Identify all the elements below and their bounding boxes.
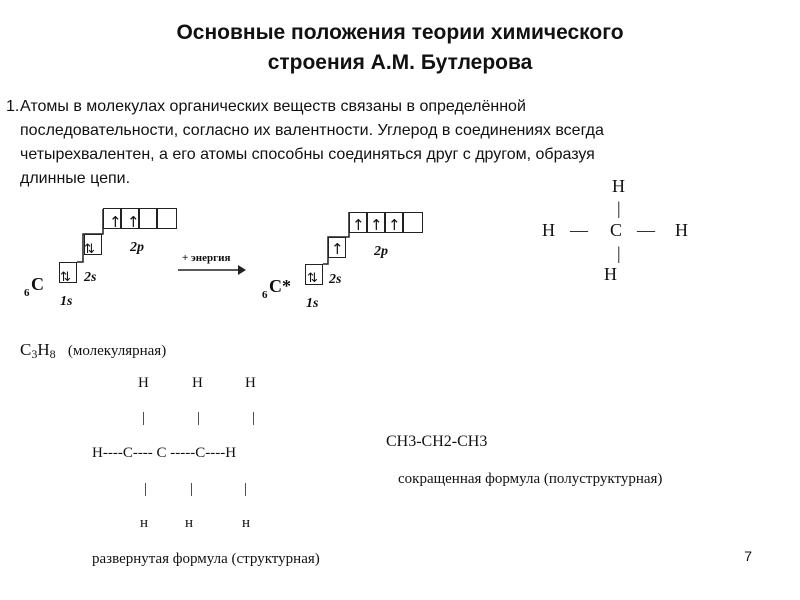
label-1s-excited: 1s <box>306 296 319 311</box>
propane-bottom-bond-1: | <box>144 481 148 497</box>
slide-title <box>0 18 800 78</box>
methane-bond-right: — <box>637 220 655 240</box>
propane-top-h-2: H <box>192 375 203 391</box>
element-symbol-ground: C <box>31 274 44 294</box>
propane-chain: H----C---- C -----C----H <box>92 445 237 461</box>
methane-bond-bottom: | <box>617 243 621 263</box>
label-2p-excited: 2p <box>374 244 388 259</box>
title-line-1: Основные положения теории химического <box>176 21 624 44</box>
condensed-formula: CH3-CH2-CH3 <box>386 433 488 450</box>
point-line-1: Атомы в молекулах органических веществ связаны в определённой <box>20 98 526 115</box>
point-line-2: последовательности, согласно их валентности. Углерод в соединениях всегда <box>20 122 604 139</box>
slide-number: 7 <box>744 548 752 564</box>
svg-text:↑: ↑ <box>352 216 365 234</box>
propane-top-bond-1: | <box>142 410 146 426</box>
svg-text:↑: ↑ <box>331 240 344 258</box>
methane-h-left: H <box>542 220 555 240</box>
svg-text:↑: ↑ <box>388 216 401 234</box>
svg-text:⇅: ⇅ <box>60 270 71 285</box>
svg-text:⇅: ⇅ <box>307 271 318 286</box>
svg-text:↑: ↑ <box>127 213 140 231</box>
label-2s-excited: 2s <box>329 272 342 287</box>
propane-top-h-3: H <box>245 375 256 391</box>
svg-text:⇅: ⇅ <box>84 242 95 257</box>
point-line-3: четырехвалентен, а его атомы способны соединяться друг с другом, образуя <box>20 146 595 163</box>
arrow-label: + энергия <box>182 252 231 264</box>
propane-bottom-bond-3: | <box>244 481 248 497</box>
orbital-steps-ground <box>55 205 185 290</box>
structural-caption: развернутая формула (структурная) <box>92 551 320 567</box>
methane-h-bottom: H <box>604 264 617 284</box>
propane-bottom-bond-2: | <box>190 481 194 497</box>
element-symbol-excited: C* <box>269 276 291 296</box>
propane-bottom-h-1: н <box>140 515 149 531</box>
propane-top-h-1: H <box>138 375 149 391</box>
methane-c-center: C <box>610 220 623 240</box>
svg-text:↑: ↑ <box>370 216 383 234</box>
formula-sub-3: 3 <box>31 347 38 361</box>
propane-molecular-formula <box>20 340 166 362</box>
label-2s-ground: 2s <box>84 270 97 285</box>
methane-bond-top: | <box>617 198 621 218</box>
atomic-number-excited: 6 <box>262 289 268 301</box>
atomic-number-ground: 6 <box>24 287 30 299</box>
propane-bottom-h-3: н <box>242 515 251 531</box>
propane-top-bond-2: | <box>197 410 201 426</box>
label-2p-ground: 2p <box>130 240 144 255</box>
point-text <box>20 95 766 191</box>
propane-bottom-h-2: н <box>185 515 194 531</box>
formula-c: C <box>20 340 32 359</box>
methane-h-right: H <box>675 220 688 240</box>
point-line-4: длинные цепи. <box>20 170 131 187</box>
orbital-steps-excited <box>300 208 430 293</box>
label-1s-ground: 1s <box>60 294 73 309</box>
formula-note: (молекулярная) <box>67 343 167 359</box>
point-1 <box>6 95 766 191</box>
propane-top-bond-3: | <box>252 410 256 426</box>
formula-sub-8: 8 <box>49 347 56 361</box>
condensed-caption: сокращенная формула (полуструктурная) <box>398 471 663 487</box>
arrow-right-icon <box>176 264 248 276</box>
methane-h-top: H <box>612 176 625 196</box>
title-line-2: строения А.М. Бутлерова <box>267 51 533 74</box>
formula-h: H <box>37 340 50 359</box>
point-number: 1. <box>6 98 20 115</box>
methane-bond-left: — <box>570 220 588 240</box>
svg-text:↑: ↑ <box>109 213 122 231</box>
